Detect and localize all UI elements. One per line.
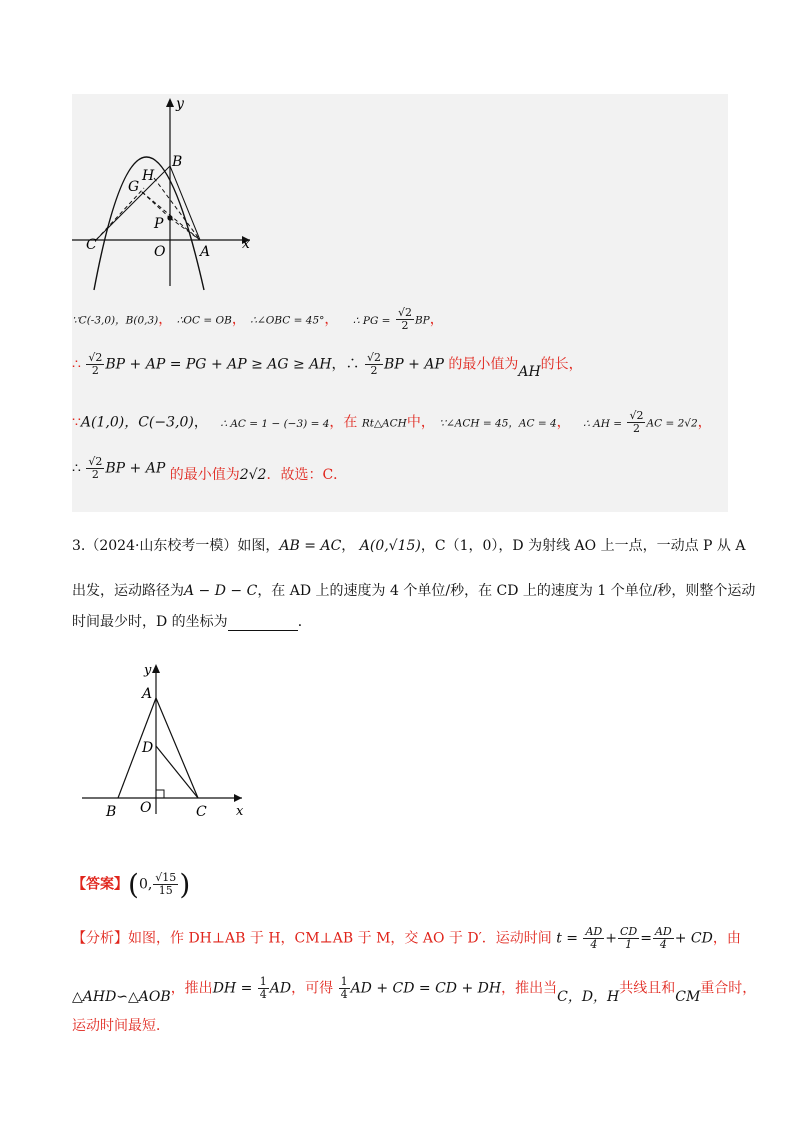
sol-line-3: ∵A(1,0)，C(−3,0)， ∴ AC = 1 − (−3) = 4，在 Rt△ACH中， ∵∠ACH = 45，AC = 4， ∴ AH = $\frac{√2}{2}$ AC = 2√2， — [72, 409, 712, 435]
label-C: C — [86, 237, 97, 253]
right-angle-mark — [156, 790, 164, 798]
label-C: C — [196, 804, 207, 820]
point-P — [167, 215, 172, 220]
q3-line-2: 出发，运动路径为A − D − C，在 AD 上的速度为 4 个单位/秒，在 CD 上的速度为 1 个单位/秒，则整个运动 — [72, 583, 756, 599]
sol-line-2: ∴ $\frac{√2}{2}$ BP + AP = PG + AP ≥ AG ≥ AH，∴ $\frac{√2}{2}$ BP + AP 的最小值为AH的长， — [72, 351, 583, 380]
y-axis-arrow — [152, 664, 160, 673]
q3-line-3: 时间最少时，D 的坐标为 ． — [72, 614, 312, 630]
q3-line-1: 3.（2024·山东校考一模）如图，AB = AC， A(0,√15)，C（1，0），D 为射线 AO 上一点，一动点 P 从 A — [72, 538, 746, 554]
label-G: G — [128, 179, 140, 195]
label-O: O — [140, 800, 152, 816]
triangle-figure — [78, 660, 258, 822]
label-D: D — [142, 740, 154, 756]
label-A: A — [200, 244, 211, 260]
x-axis-arrow — [234, 794, 242, 802]
label-H: H — [142, 168, 155, 184]
analysis-line-1: 【分析】如图，作 DH⊥AB 于 H，CM⊥AB 于 M，交 AO 于 D′．运动时间 t = $\frac{AD}{4}$ + $\frac{CD}{1}$ = $\frac{AD}{4}$ + CD，由 — [72, 925, 741, 951]
y-label: y — [144, 663, 152, 678]
x-label: x — [236, 804, 244, 819]
line-BA — [170, 166, 200, 240]
solution-box — [72, 94, 728, 512]
analysis-line-2: △AHD∽△AOB，推出DH = $\frac{1}{4}$ AD，可得 $\frac{1}{4}$ AD + CD = CD + DH，推出当C，D，H共线且和CM重合时， — [72, 975, 757, 1005]
line-GP — [142, 192, 170, 218]
sol-line-4: ∴ $\frac{√2}{2}$ BP + AP 的最小值为2√2．故选：C． — [72, 455, 348, 483]
y-label: y — [176, 96, 184, 112]
y-axis-arrow — [166, 98, 174, 107]
label-P: P — [154, 216, 164, 232]
label-A: A — [142, 686, 153, 702]
label-B: B — [172, 154, 183, 170]
x-label: x — [242, 236, 250, 252]
answer-blank — [228, 616, 298, 631]
analysis-line-3: 运动时间最短． — [72, 1018, 170, 1034]
label-O: O — [154, 244, 166, 260]
sol-line-1: ∵C(-3,0)，B(0,3)， ∴OC = OB， ∴∠OBC = 45°， ∴ PG = $\frac{√2}{2}$ BP， — [72, 306, 444, 332]
answer-line: 【答案】(0, $\frac{√15}{15}$ ) — [72, 868, 191, 901]
label-B: B — [106, 804, 117, 820]
side-AC — [156, 698, 198, 798]
fraction: $\frac{√2}{2}$ — [397, 306, 412, 332]
parabola-figure — [72, 94, 272, 294]
